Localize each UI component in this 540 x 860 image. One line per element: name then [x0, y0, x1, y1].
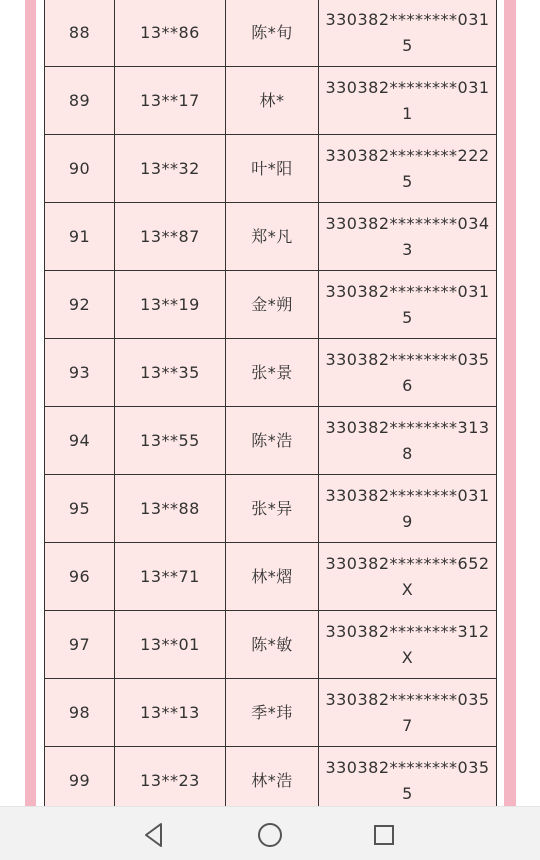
id-number-cell: 330382********0355	[319, 747, 497, 815]
sequence-cell: 99	[45, 747, 115, 815]
phone-cell: 13**71	[115, 543, 226, 611]
table-row	[45, 543, 497, 611]
name-cell: 陈*敏	[226, 611, 319, 679]
id-number-cell: 330382********652X	[319, 543, 497, 611]
id-number-cell: 330382********3138	[319, 407, 497, 475]
phone-cell: 13**19	[115, 271, 226, 339]
phone-cell: 13**86	[115, 0, 226, 67]
name-cell: 叶*阳	[226, 135, 319, 203]
phone-cell: 13**87	[115, 203, 226, 271]
sequence-cell: 91	[45, 203, 115, 271]
sequence-cell: 97	[45, 611, 115, 679]
table-row	[45, 407, 497, 475]
id-number-cell: 330382********0319	[319, 475, 497, 543]
phone-cell: 13**35	[115, 339, 226, 407]
phone-cell: 13**55	[115, 407, 226, 475]
table-row	[45, 747, 497, 815]
recent-apps-button[interactable]	[369, 820, 399, 850]
home-button[interactable]	[255, 820, 285, 850]
name-cell: 金*朔	[226, 271, 319, 339]
sequence-cell: 92	[45, 271, 115, 339]
back-button[interactable]	[139, 820, 169, 850]
table-row	[45, 67, 497, 135]
id-number-cell: 330382********0356	[319, 339, 497, 407]
records-table	[44, 0, 497, 815]
table-row	[45, 271, 497, 339]
back-triangle-icon	[139, 820, 169, 850]
recent-apps-square-icon	[369, 820, 399, 850]
id-number-cell: 330382********0315	[319, 271, 497, 339]
phone-cell: 13**23	[115, 747, 226, 815]
phone-cell: 13**13	[115, 679, 226, 747]
table-row	[45, 679, 497, 747]
table-row	[45, 611, 497, 679]
name-cell: 季*玮	[226, 679, 319, 747]
id-number-cell: 330382********312X	[319, 611, 497, 679]
sequence-cell: 93	[45, 339, 115, 407]
home-circle-icon	[255, 820, 285, 850]
name-cell: 郑*凡	[226, 203, 319, 271]
phone-cell: 13**17	[115, 67, 226, 135]
table-row	[45, 339, 497, 407]
name-cell: 陈*浩	[226, 407, 319, 475]
name-cell: 林*	[226, 67, 319, 135]
android-navigation-bar	[0, 806, 540, 860]
table-row	[45, 135, 497, 203]
name-cell: 林*熠	[226, 543, 319, 611]
sequence-cell: 95	[45, 475, 115, 543]
id-number-cell: 330382********0311	[319, 67, 497, 135]
name-cell: 陈*旬	[226, 0, 319, 67]
table-row	[45, 475, 497, 543]
phone-cell: 13**88	[115, 475, 226, 543]
sequence-cell: 90	[45, 135, 115, 203]
sequence-cell: 96	[45, 543, 115, 611]
name-cell: 张*景	[226, 339, 319, 407]
phone-cell: 13**01	[115, 611, 226, 679]
table-row	[45, 203, 497, 271]
name-cell: 林*浩	[226, 747, 319, 815]
table-row	[45, 0, 497, 67]
name-cell: 张*异	[226, 475, 319, 543]
sequence-cell: 89	[45, 67, 115, 135]
sequence-cell: 98	[45, 679, 115, 747]
id-number-cell: 330382********0315	[319, 0, 497, 67]
id-number-cell: 330382********0357	[319, 679, 497, 747]
sequence-cell: 88	[45, 0, 115, 67]
id-number-cell: 330382********0343	[319, 203, 497, 271]
id-number-cell: 330382********2225	[319, 135, 497, 203]
sequence-cell: 94	[45, 407, 115, 475]
phone-cell: 13**32	[115, 135, 226, 203]
